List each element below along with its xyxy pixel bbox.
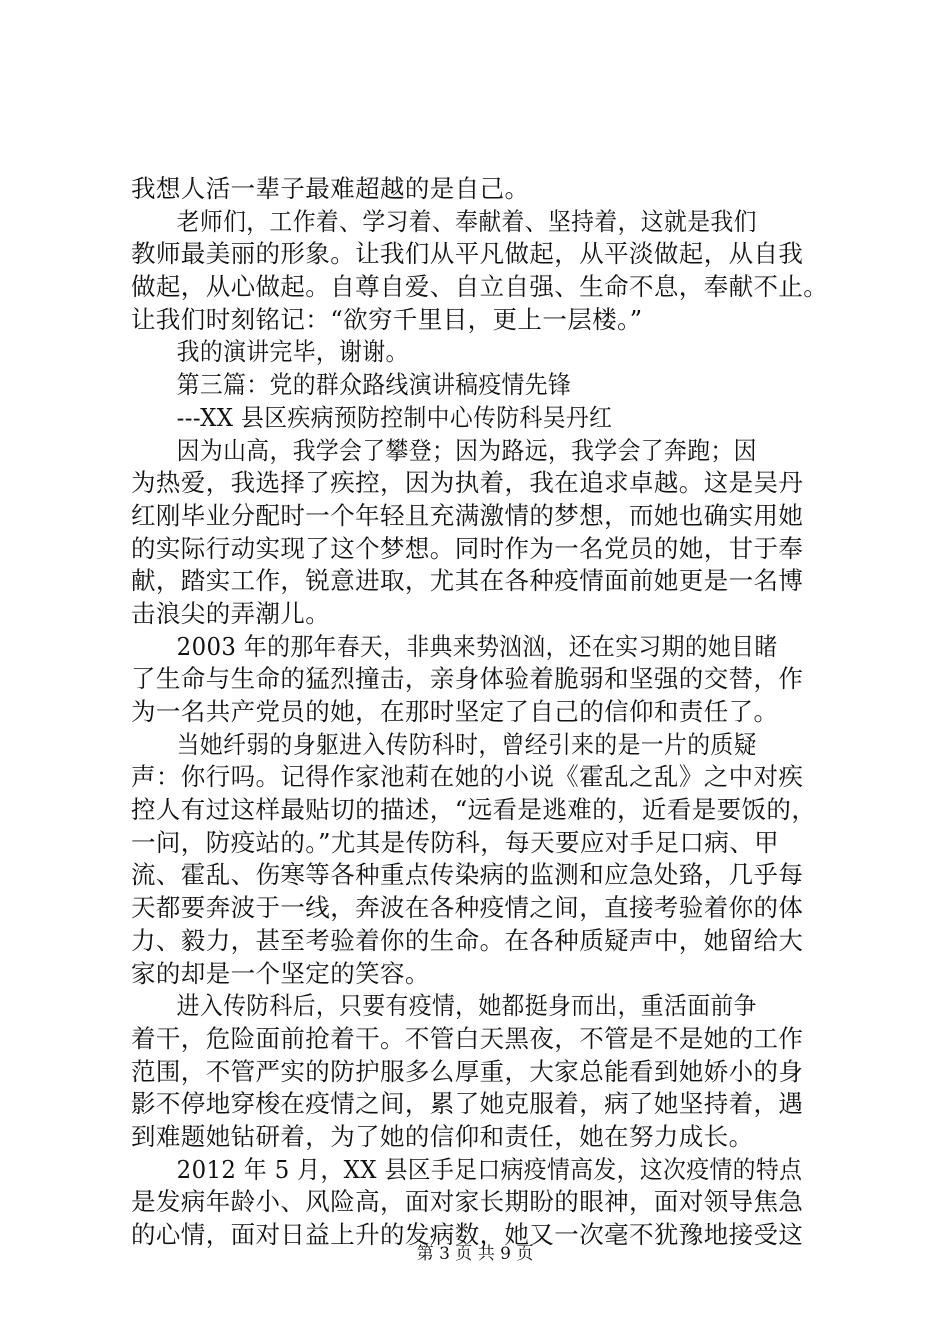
text-line: 影不停地穿梭在疫情之间，累了她克服着，病了她坚持着，遇 <box>131 1089 804 1119</box>
text-line: 流、霍乱、伤寒等各种重点传染病的监测和应急处臵，几乎每 <box>131 860 804 890</box>
text-line: 的实际行动实现了这个梦想。同时作为一名党员的她，甘于奉 <box>131 533 804 563</box>
text-line: 让我们时刻铭记：“欲穷千里目，更上一层楼。” <box>131 304 643 334</box>
text-line: 做起，从心做起。自尊自爱、自立自强、生命不息，奉献不止。 <box>131 272 829 302</box>
text-line: 2003 年的那年春天，非典来势汹汹，还在实习期的她目睹 <box>176 631 778 661</box>
text-line: 献，踏实工作，锐意进取，尤其在各种疫情面前她更是一名博 <box>131 566 804 596</box>
text-line: 2012 年 5 月，XX 县区手足口病疫情高发，这次疫情的特点 <box>176 1154 803 1184</box>
text-line: 了生命与生命的猛烈撞击，亲身体验着脆弱和坚强的交替，作 <box>131 664 804 694</box>
text-line: 因为山高，我学会了攀登；因为路远，我学会了奔跑；因 <box>176 435 757 465</box>
text-line: 为一名共产党员的她，在那时坚定了自己的信仰和责任了。 <box>131 697 779 726</box>
text-line: 的心情，面对日益上升的发病数，她又一次毫不犹豫地接受这 <box>131 1220 804 1249</box>
text-line: 红刚毕业分配时一个年轻且充满激情的梦想，而她也确实用她 <box>131 500 804 530</box>
text-line: 第三篇：党的群众路线演讲稿疫情先锋 <box>176 370 572 400</box>
page-footer: 第 3 页 共 9 页 <box>416 1244 534 1264</box>
text-line: 教师最美丽的形象。让我们从平凡做起，从平淡做起，从自我 <box>131 239 804 269</box>
text-line: 我的演讲完毕，谢谢。 <box>176 337 409 367</box>
text-line: 我想人活一辈子最难超越的是自己。 <box>131 174 530 203</box>
text-line: 声：你行吗。记得作家池莉在她的小说《霍乱之乱》之中对疾 <box>131 762 804 792</box>
text-line: 范围，不管严实的防护服多么厚重，大家总能看到她娇小的身 <box>131 1056 804 1086</box>
text-line: ---XX 县区疾病预防控制中心传防科吴丹红 <box>176 402 613 432</box>
text-line: 进入传防科后，只要有疫情，她都挺身而出，重活面前争 <box>176 991 757 1021</box>
document-body <box>131 173 851 1252</box>
text-line: 老师们，工作着、学习着、奉献着、坚持着，这就是我们 <box>176 206 757 236</box>
text-line: 控人有过这样最贴切的描述，“远看是逃难的，近看是要饭的， <box>131 795 817 825</box>
text-line: 为热爱，我选择了疾控，因为执着，我在追求卓越。这是吴丹 <box>131 468 804 498</box>
text-line: 一问，防疫站的。”尤其是传防科，每天要应对手足口病、甲 <box>131 827 780 857</box>
text-line: 天都要奔波于一线，奔波在各种疫情之间，直接考验着你的体 <box>131 893 804 923</box>
text-line: 家的却是一个坚定的笑容。 <box>131 958 430 988</box>
text-line: 是发病年龄小、风险高，面对家长期盼的眼神，面对领导焦急 <box>131 1187 804 1217</box>
text-line: 击浪尖的弄潮儿。 <box>131 598 331 628</box>
text-line: 力、毅力，甚至考验着你的生命。在各种质疑声中，她留给大 <box>131 925 804 955</box>
text-line: 到难题她钻研着，为了她的信仰和责任，她在努力成长。 <box>131 1121 754 1151</box>
text-line: 当她纤弱的身躯进入传防科时，曾经引来的是一片的质疑 <box>176 729 757 759</box>
text-line: 着干，危险面前抢着干。不管白天黑夜，不管是不是她的工作 <box>131 1023 804 1053</box>
